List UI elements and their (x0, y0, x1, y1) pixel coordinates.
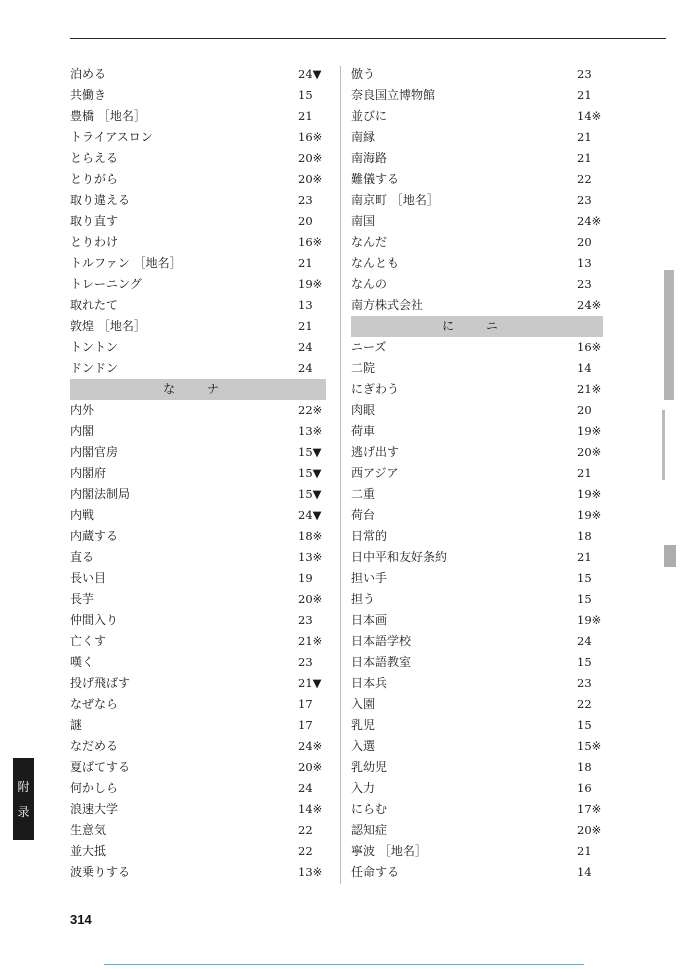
entry-page-ref: 21 (577, 550, 592, 564)
index-entry (351, 463, 603, 484)
index-entry (351, 568, 603, 589)
entry-term: 寧波 ［地名］ (351, 844, 427, 858)
entry-term: 逃げ出す (351, 445, 400, 459)
entry-term: 任命する (351, 865, 400, 879)
index-entry (351, 253, 603, 274)
entry-page-ref: 19※ (577, 613, 602, 627)
entry-term: 共働き (70, 88, 107, 102)
entry-page-ref: 20※ (577, 823, 602, 837)
entry-term: とりわけ (70, 235, 119, 249)
entry-page-ref: 21 (298, 319, 313, 333)
entry-term: 内外 (70, 403, 95, 417)
entry-term: 直る (70, 550, 95, 564)
index-entry (351, 148, 603, 169)
index-entry (70, 715, 326, 736)
entry-term: 並びに (351, 109, 388, 123)
entry-term: 倣う (351, 67, 376, 81)
entry-page-ref: 23 (577, 67, 592, 81)
entry-term: 夏ばてする (70, 760, 131, 774)
entry-page-ref: 24▼ (298, 67, 322, 81)
entry-term: 南海路 (351, 151, 388, 165)
entry-page-ref: 22 (298, 823, 313, 837)
entry-page-ref: 16※ (298, 235, 323, 249)
entry-term: 日常的 (351, 529, 388, 543)
index-entry (70, 295, 326, 316)
entry-page-ref: 15 (577, 571, 592, 585)
entry-page-ref: 16 (577, 781, 592, 795)
index-entry (351, 547, 603, 568)
entry-page-ref: 20 (577, 235, 592, 249)
index-entry (70, 211, 326, 232)
index-entry (351, 442, 603, 463)
index-entry (70, 736, 326, 757)
entry-page-ref: 19※ (577, 487, 602, 501)
entry-term: 取れたて (70, 298, 119, 312)
entry-term: 西アジア (351, 466, 399, 480)
entry-term: ニーズ (351, 340, 387, 354)
index-entry (70, 253, 326, 274)
entry-page-ref: 24 (298, 361, 313, 375)
entry-term: 入力 (351, 781, 376, 795)
index-entry (70, 694, 326, 715)
right-column (351, 64, 603, 883)
entry-page-ref: 20※ (298, 172, 323, 186)
section-header: な ナ (70, 379, 326, 400)
entry-term: 嘆く (70, 655, 95, 669)
entry-page-ref: 21※ (298, 634, 323, 648)
index-entry (70, 106, 326, 127)
entry-term: なんの (351, 277, 388, 291)
index-entry (70, 673, 326, 694)
entry-page-ref: 22 (577, 172, 592, 186)
index-entry (70, 631, 326, 652)
index-entry (70, 547, 326, 568)
entry-page-ref: 19※ (298, 277, 323, 291)
index-entry (351, 211, 603, 232)
entry-term: 難儀する (351, 172, 400, 186)
index-entry (351, 631, 603, 652)
entry-term: 投げ飛ばす (70, 676, 131, 690)
entry-page-ref: 24 (298, 340, 313, 354)
index-entry (351, 820, 603, 841)
entry-term: 内戦 (70, 508, 95, 522)
entry-page-ref: 13※ (298, 550, 323, 564)
entry-page-ref: 23 (298, 613, 313, 627)
entry-term: なだめる (70, 739, 119, 753)
entry-page-ref: 20※ (577, 445, 602, 459)
entry-term: 荷台 (351, 508, 376, 522)
index-entry (351, 358, 603, 379)
entry-term: 南国 (351, 214, 376, 228)
entry-page-ref: 15 (577, 718, 592, 732)
index-entry (351, 64, 603, 85)
index-entry (351, 379, 603, 400)
entry-page-ref: 20※ (298, 151, 323, 165)
entry-term: にらむ (351, 802, 388, 816)
entry-page-ref: 18 (577, 529, 592, 543)
entry-term: 入園 (351, 697, 376, 711)
entry-page-ref: 23 (298, 655, 313, 669)
entry-page-ref: 20※ (298, 592, 323, 606)
side-tab-char-1: 附 (17, 780, 30, 794)
entry-term: 仲間入り (70, 613, 119, 627)
entry-term: 日中平和友好条約 (351, 550, 448, 564)
index-entry (351, 652, 603, 673)
entry-term: 内蔵する (70, 529, 119, 543)
entry-term: 波乗りする (70, 865, 131, 879)
entry-term: 謎 (70, 718, 83, 732)
index-entry (70, 316, 326, 337)
top-rule (70, 38, 666, 39)
index-entry (351, 526, 603, 547)
index-entry (70, 862, 326, 883)
index-entry (70, 274, 326, 295)
entry-page-ref: 13 (298, 298, 313, 312)
entry-term: 生意気 (70, 823, 107, 837)
entry-term: とらえる (70, 151, 119, 165)
index-entry (70, 337, 326, 358)
entry-term: 荷車 (351, 424, 376, 438)
entry-term: 泊める (70, 67, 107, 81)
entry-page-ref: 14※ (577, 109, 602, 123)
index-entry (70, 484, 326, 505)
entry-page-ref: 14※ (298, 802, 323, 816)
entry-page-ref: 14 (577, 865, 592, 879)
entry-page-ref: 18 (577, 760, 592, 774)
index-entry (351, 715, 603, 736)
index-entry (351, 85, 603, 106)
index-entry (70, 442, 326, 463)
index-entry (70, 799, 326, 820)
entry-page-ref: 23 (577, 676, 592, 690)
entry-page-ref: 21 (577, 130, 592, 144)
entry-page-ref: 21 (298, 256, 313, 270)
index-entry (70, 652, 326, 673)
entry-term: 肉眼 (351, 403, 376, 417)
index-entry (351, 799, 603, 820)
entry-page-ref: 23 (577, 193, 592, 207)
entry-page-ref: 22※ (298, 403, 323, 417)
entry-term: 日本語学校 (351, 634, 412, 648)
index-entry (70, 358, 326, 379)
entry-page-ref: 22 (298, 844, 313, 858)
entry-term: 日本語教室 (351, 655, 412, 669)
entry-term: トントン (70, 340, 119, 354)
entry-page-ref: 19※ (577, 508, 602, 522)
entry-page-ref: 21 (577, 844, 592, 858)
entry-page-ref: 24※ (577, 214, 602, 228)
entry-page-ref: 23 (577, 277, 592, 291)
index-entry (70, 85, 326, 106)
entry-page-ref: 19※ (577, 424, 602, 438)
entry-term: 長芋 (70, 592, 95, 606)
appendix-side-tab (13, 758, 34, 840)
entry-page-ref: 21 (298, 109, 313, 123)
entry-page-ref: 24※ (577, 298, 602, 312)
entry-term: なぜなら (70, 697, 119, 711)
entry-term: にぎわう (351, 382, 400, 396)
entry-term: 乳幼児 (351, 760, 388, 774)
entry-term: 内閣官房 (70, 445, 119, 459)
index-entry (351, 841, 603, 862)
entry-term: 認知症 (351, 823, 388, 837)
index-entry (351, 505, 603, 526)
entry-term: 日本兵 (351, 676, 388, 690)
entry-page-ref: 21 (577, 151, 592, 165)
entry-page-ref: 19 (298, 571, 313, 585)
index-entry (70, 589, 326, 610)
entry-term: 担い手 (351, 571, 388, 585)
entry-page-ref: 17 (298, 697, 313, 711)
index-entry (351, 169, 603, 190)
scan-edge-marks (660, 210, 680, 600)
entry-term: 内閣府 (70, 466, 107, 480)
entry-page-ref: 17※ (577, 802, 602, 816)
index-entry (351, 400, 603, 421)
entry-term: トルファン ［地名］ (70, 256, 182, 270)
entry-page-ref: 21▼ (298, 676, 322, 690)
index-entry (351, 694, 603, 715)
entry-term: 乳児 (351, 718, 376, 732)
entry-page-ref: 20※ (298, 760, 323, 774)
index-entry (351, 484, 603, 505)
index-entry (351, 106, 603, 127)
entry-page-ref: 24 (298, 781, 313, 795)
entry-page-ref: 13※ (298, 865, 323, 879)
entry-term: 南縁 (351, 130, 376, 144)
index-entry (351, 127, 603, 148)
entry-term: 並大抵 (70, 844, 107, 858)
column-divider (340, 66, 341, 884)
index-entry (70, 610, 326, 631)
entry-term: 奈良国立博物館 (351, 88, 436, 102)
entry-term: トライアスロン (70, 130, 153, 144)
index-entry (351, 778, 603, 799)
index-entry (70, 757, 326, 778)
entry-page-ref: 15▼ (298, 445, 322, 459)
index-entry (70, 841, 326, 862)
index-entry (70, 421, 326, 442)
entry-page-ref: 21※ (577, 382, 602, 396)
entry-page-ref: 24▼ (298, 508, 322, 522)
index-entry (351, 421, 603, 442)
index-entry (351, 295, 603, 316)
index-entry (70, 190, 326, 211)
entry-term: 入選 (351, 739, 376, 753)
index-entry (70, 778, 326, 799)
entry-page-ref: 15 (577, 592, 592, 606)
entry-page-ref: 16※ (298, 130, 323, 144)
index-entry (70, 64, 326, 85)
entry-page-ref: 15▼ (298, 487, 322, 501)
entry-page-ref: 18※ (298, 529, 323, 543)
entry-page-ref: 13※ (298, 424, 323, 438)
index-entry (351, 232, 603, 253)
entry-page-ref: 22 (577, 697, 592, 711)
entry-page-ref: 24 (577, 634, 592, 648)
entry-term: ドンドン (70, 361, 119, 375)
index-entry (70, 400, 326, 421)
index-entry (70, 820, 326, 841)
page-number: 314 (70, 912, 92, 927)
entry-page-ref: 17 (298, 718, 313, 732)
entry-term: 亡くす (70, 634, 107, 648)
entry-page-ref: 15 (298, 88, 313, 102)
entry-page-ref: 13 (577, 256, 592, 270)
left-column (70, 64, 326, 883)
bottom-rule (104, 964, 584, 965)
entry-term: 日本画 (351, 613, 388, 627)
entry-term: なんとも (351, 256, 400, 270)
index-entry (70, 463, 326, 484)
index-entry (351, 862, 603, 883)
entry-page-ref: 16※ (577, 340, 602, 354)
entry-term: 担う (351, 592, 376, 606)
entry-term: 浪速大学 (70, 802, 119, 816)
entry-term: 内閣法制局 (70, 487, 131, 501)
index-entry (351, 337, 603, 358)
entry-term: トレーニング (70, 277, 142, 291)
index-entry (70, 232, 326, 253)
entry-term: 南方株式会社 (351, 298, 424, 312)
index-entry (70, 169, 326, 190)
entry-page-ref: 15▼ (298, 466, 322, 480)
entry-term: 二院 (351, 361, 376, 375)
entry-term: なんだ (351, 235, 388, 249)
entry-term: 長い目 (70, 571, 107, 585)
index-entry (70, 148, 326, 169)
index-entry (70, 526, 326, 547)
index-entry (70, 568, 326, 589)
entry-term: 敦煌 ［地名］ (70, 319, 146, 333)
entry-term: 取り直す (70, 214, 119, 228)
index-entry (351, 757, 603, 778)
entry-page-ref: 14 (577, 361, 592, 375)
entry-term: 取り違える (70, 193, 131, 207)
entry-term: 内閣 (70, 424, 95, 438)
entry-page-ref: 24※ (298, 739, 323, 753)
entry-page-ref: 20 (298, 214, 313, 228)
index-entry (351, 274, 603, 295)
entry-page-ref: 23 (298, 193, 313, 207)
entry-term: 南京町 ［地名］ (351, 193, 439, 207)
index-entry (351, 589, 603, 610)
section-header: に ニ (351, 316, 603, 337)
entry-term: 二重 (351, 487, 376, 501)
index-entry (70, 127, 326, 148)
entry-page-ref: 20 (577, 403, 592, 417)
entry-page-ref: 21 (577, 88, 592, 102)
index-entry (70, 505, 326, 526)
entry-term: とりがら (70, 172, 119, 186)
side-tab-char-2: 录 (17, 805, 30, 819)
entry-term: 何かしら (70, 781, 119, 795)
entry-page-ref: 15※ (577, 739, 602, 753)
index-entry (351, 673, 603, 694)
index-entry (351, 736, 603, 757)
entry-page-ref: 15 (577, 655, 592, 669)
index-entry (351, 190, 603, 211)
entry-page-ref: 21 (577, 466, 592, 480)
index-entry (351, 610, 603, 631)
entry-term: 豊橋 ［地名］ (70, 109, 146, 123)
